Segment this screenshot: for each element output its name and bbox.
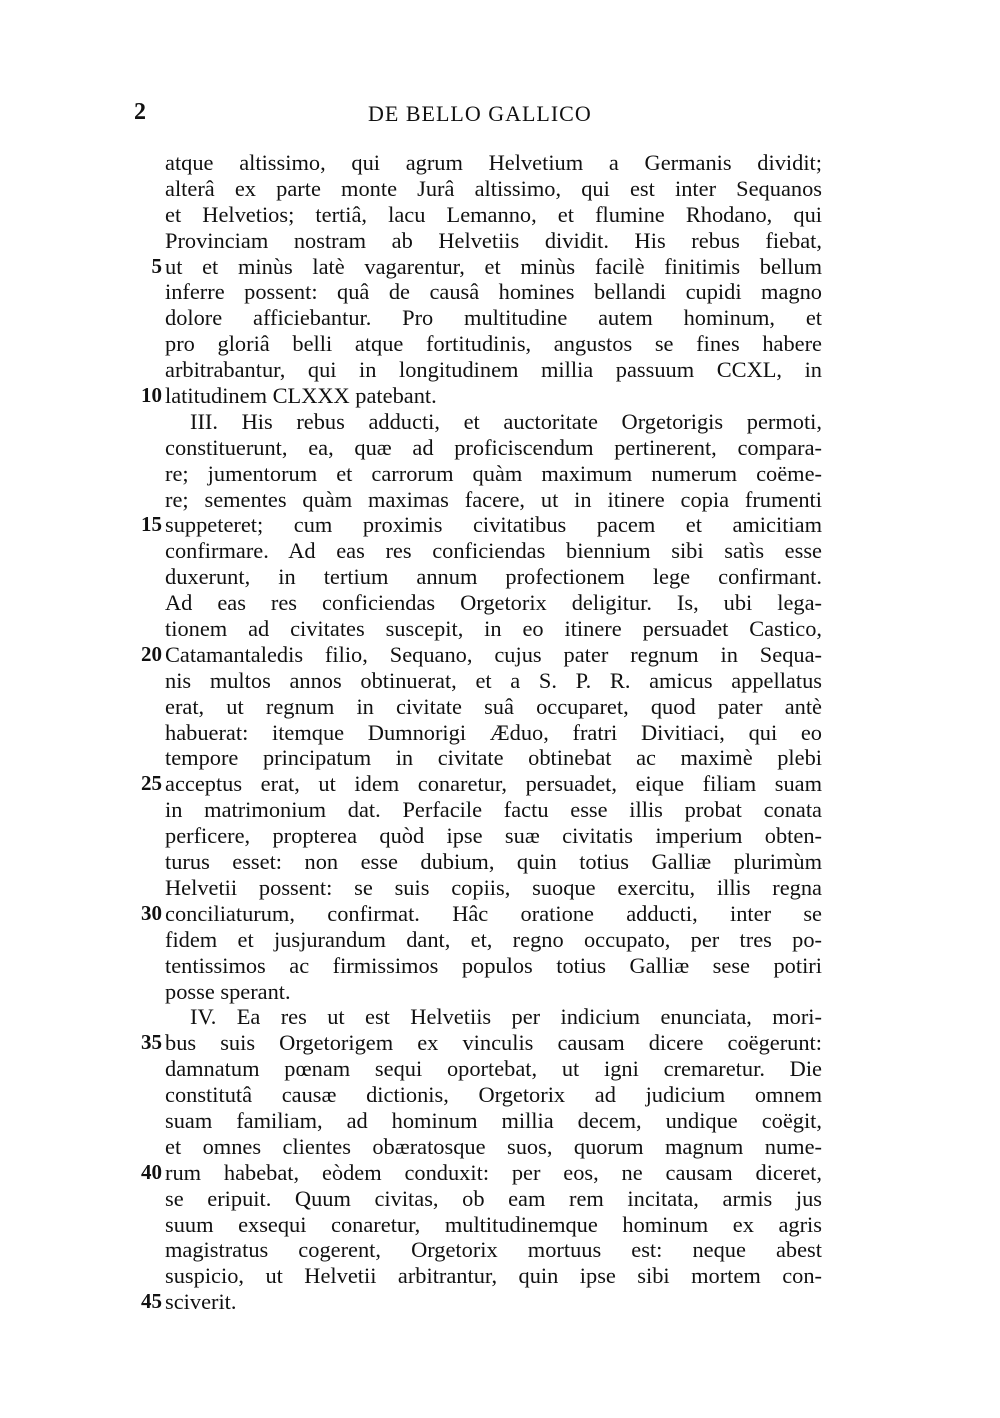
text-line (0, 279, 1000, 305)
text-line (0, 564, 1000, 590)
line-text: IV. Ea res ut est Helvetiis per indicium enunciata, mori- (190, 1004, 822, 1030)
line-text: Ad eas res conficiendas Orgetorix deligitur. Is, ubi lega- (165, 590, 822, 616)
text-line (0, 642, 1000, 668)
text-line (0, 435, 1000, 461)
line-text: suspicio, ut Helvetii arbitrantur, quin ipse sibi mortem con- (165, 1263, 822, 1289)
text-line (0, 1056, 1000, 1082)
line-text: confirmare. Ad eas res conficiendas biennium sibi satìs esse (165, 538, 822, 564)
line-text: in matrimonium dat. Perfacile factu esse illis probat conata (165, 797, 822, 823)
text-line (0, 1212, 1000, 1238)
text-line (0, 694, 1000, 720)
line-text: pro gloriâ belli atque fortitudinis, angustos se fines habere (165, 331, 822, 357)
line-text: atque altissimo, qui agrum Helvetium a Germanis dividit; (165, 150, 822, 175)
text-line (0, 1082, 1000, 1108)
text-line (0, 1186, 1000, 1212)
text-line (0, 331, 1000, 357)
line-number: 15 (141, 512, 162, 537)
line-text: tempore principatum in civitate obtinebat ac maximè plebi (165, 745, 822, 771)
text-line (0, 1134, 1000, 1160)
line-text: conciliaturum, confirmat. Hâc oratione adducti, inter se (165, 900, 822, 926)
text-line (0, 1263, 1000, 1289)
text-line (0, 305, 1000, 331)
line-text: Provinciam nostram ab Helvetiis dividit. His rebus fiebat, (165, 227, 822, 253)
line-text: magistratus cogerent, Orgetorix mortuus est: neque abest (165, 1237, 822, 1263)
text-line (0, 512, 1000, 538)
line-text: dolore afficiebantur. Pro multitudine autem hominum, et (165, 305, 822, 331)
line-text: latitudinem CLXXX patebant. (165, 383, 437, 409)
text-line (0, 849, 1000, 875)
line-number: 20 (141, 641, 162, 666)
text-line (0, 1030, 1000, 1056)
line-text: tentissimos ac firmissimos populos totius Galliæ sese potiri (165, 952, 822, 978)
line-text: nis multos annos obtinuerat, et a S. P. R. amicus appellatus (165, 667, 822, 693)
text-line (0, 1289, 1000, 1315)
text-line (0, 1108, 1000, 1134)
text-line (0, 953, 1000, 979)
line-number: 25 (141, 771, 162, 796)
line-text: habuerat: itemque Dumnorigi Æduo, fratri Divitiaci, qui eo (165, 719, 822, 745)
line-text: alterâ ex parte monte Jurâ altissimo, qui est inter Sequanos (165, 175, 822, 201)
text-line (0, 745, 1000, 771)
text-line (0, 1237, 1000, 1263)
line-number: 10 (141, 383, 162, 408)
text-line (0, 202, 1000, 228)
page-number: 2 (134, 99, 146, 125)
line-text: acceptus erat, ut idem conaretur, persuadet, eique filiam suam (165, 771, 822, 797)
text-line (0, 668, 1000, 694)
line-text: suum exsequi conaretur, multitudinemque hominum ex agris (165, 1211, 822, 1237)
line-text: damnatum pœnam sequi oportebat, ut igni cremaretur. Die (165, 1056, 822, 1082)
line-text: sciverit. (165, 1289, 237, 1315)
text-line (0, 823, 1000, 849)
line-text: suppeteret; cum proximis civitatibus pacem et amicitiam (165, 512, 822, 538)
line-text: tionem ad civitates suscepit, in eo itinere persuadet Castico, (165, 616, 822, 642)
text-line (0, 409, 1000, 435)
text-line (0, 150, 1000, 176)
text-line (0, 590, 1000, 616)
text-line (0, 616, 1000, 642)
text-line (0, 176, 1000, 202)
text-line (0, 797, 1000, 823)
line-text: Helvetii possent: se suis copiis, suoque exercitu, illis regna (165, 874, 822, 900)
line-text: ut et minùs latè vagarentur, et minùs facilè finitimis bellum (165, 253, 822, 279)
text-line (0, 487, 1000, 513)
text-line (0, 254, 1000, 280)
line-text: et Helvetios; tertiâ, lacu Lemanno, et flumine Rhodano, qui (165, 201, 822, 227)
text-line (0, 875, 1000, 901)
line-number: 35 (141, 1030, 162, 1055)
text-line (0, 901, 1000, 927)
text-line (0, 1004, 1000, 1030)
text-line (0, 720, 1000, 746)
line-text: et omnes clientes obæratosque suos, quorum magnum nume- (165, 1133, 822, 1159)
line-text: re; sementes quàm maximas facere, ut in itinere copia frumenti (165, 486, 822, 512)
line-text: arbitrabantur, qui in longitudinem millia passuum CCXL, in (165, 357, 822, 383)
line-text: posse sperant. (165, 978, 291, 1004)
text-line (0, 1160, 1000, 1186)
text-line (0, 979, 1000, 1005)
line-text: constitutâ causæ dictionis, Orgetorix ad judicium omnem (165, 1082, 822, 1108)
text-line (0, 771, 1000, 797)
line-text: erat, ut regnum in civitate suâ occuparet, quod pater antè (165, 693, 822, 719)
line-number: 30 (141, 900, 162, 925)
running-head-title: DE BELLO GALLICO (368, 101, 592, 126)
line-text: suam familiam, ad hominum millia decem, undique coëgit, (165, 1107, 822, 1133)
line-text: inferre possent: quâ de causâ homines bellandi cupidi magno (165, 279, 822, 305)
text-line (0, 383, 1000, 409)
line-number: 45 (141, 1289, 162, 1314)
line-text: duxerunt, in tertium annum profectionem lege confirmant. (165, 564, 822, 590)
line-text: fidem et jusjurandum dant, et, regno occupato, per tres po- (165, 926, 822, 952)
line-text: rum habebat, eòdem conduxit: per eos, ne causam diceret, (165, 1159, 822, 1185)
body-text (0, 150, 1000, 1315)
text-line (0, 228, 1000, 254)
line-text: se eripuit. Quum civitas, ob eam rem incitata, armis jus (165, 1185, 822, 1211)
text-line (0, 927, 1000, 953)
text-line (0, 538, 1000, 564)
line-text: III. His rebus adducti, et auctoritate Orgetorigis permoti, (190, 408, 822, 434)
line-text: turus esset: non esse dubium, quin totius Galliæ plurimùm (165, 849, 822, 875)
text-line (0, 357, 1000, 383)
line-number: 5 (151, 253, 162, 278)
line-number: 40 (141, 1159, 162, 1184)
line-text: constituerunt, ea, quæ ad proficiscendum pertinerent, compara- (165, 434, 822, 460)
line-text: perficere, propterea quòd ipse suæ civitatis imperium obten- (165, 823, 822, 849)
line-text: bus suis Orgetorigem ex vinculis causam dicere coëgerunt: (165, 1030, 822, 1056)
line-text: Catamantaledis filio, Sequano, cujus pater regnum in Sequa- (165, 641, 822, 667)
text-line (0, 461, 1000, 487)
line-text: re; jumentorum et carrorum quàm maximum numerum coëme- (165, 460, 822, 486)
